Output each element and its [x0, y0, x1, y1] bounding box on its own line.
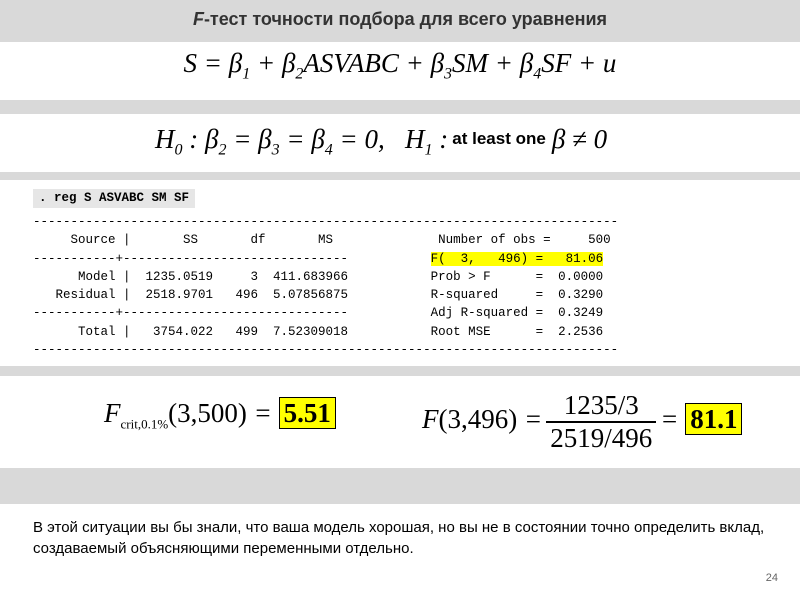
f-critical-equation: $F_{crit,0.1\%}(3,500) = 5.51$ — [104, 398, 336, 432]
f-statistic-denominator: 2519/496 — [550, 423, 653, 453]
stata-command: . reg S ASVABC SM SF — [33, 189, 195, 208]
f-statistic-args: (3,496) — [438, 404, 518, 435]
regression-output: ------------------------------------------------------------------------------ Source | SS df MS Number of obs = 500 -----------+------------------------------ F( 3, 496) = 81.06 Model | 1235.0519 3 411.683966 Prob > F = 0.0000 Residual | 2518.9701 496 5.07856875 R-squared = 0.3290 -----------+------------------------------ Adj R-squared = 0.3249 Total | 3754.022 499 7.52309018 Root MSE = 2.2536 ------------------------------------------------------------------------------ — [33, 215, 619, 358]
model-equation: $S = \beta_1$ + $\beta_2ASVABC + \beta_3SM + \beta_4SF + u$ — [183, 48, 617, 83]
title-text: -тест точности подбора для всего уравнения — [203, 9, 608, 29]
f-critical-value: 5.51 — [279, 397, 336, 429]
f-critical-args: (3,500) — [168, 398, 247, 428]
slide-title — [0, 0, 800, 38]
f-statistic-value: 81.1 — [685, 403, 742, 435]
conclusion-caption: В этой ситуации вы бы знали, что ваша модель хорошая, но вы не в состоянии точно определить вклад, создаваемый объясняющими переменными отдельно. — [33, 519, 765, 557]
f-statistic-fraction — [546, 390, 656, 454]
title-f-letter: F — [192, 9, 204, 29]
f-statistic-equation: F(3,496) = $\frac{1235/3}{2519/496}$ = 81.1 — [422, 390, 742, 454]
f-statistic-highlight: F( 3, 496) = 81.06 — [430, 251, 604, 266]
f-critical-subscript: crit,0.1% — [120, 416, 169, 432]
hypothesis-equation: $H_0$ : $\beta_2 = \beta_3 = \beta_4 = 0$, $H_1$ : at least one β ≠ 0 — [155, 124, 608, 159]
at-least-one-text: at least one — [452, 129, 546, 148]
f-statistic-numerator: 1235/3 — [546, 390, 656, 423]
page-number: 24 — [765, 572, 778, 584]
